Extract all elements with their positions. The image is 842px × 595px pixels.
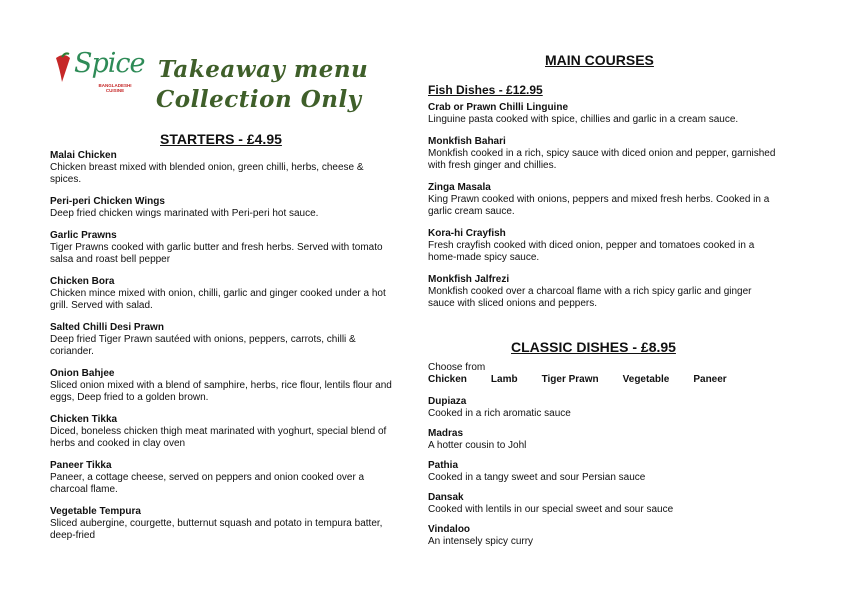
menu-item-name: Vegetable Tempura [50, 506, 141, 517]
menu-item-description: Paneer, a cottage cheese, served on peppers and onion cooked over a charcoal flame. [50, 472, 365, 495]
menu-item-description: Cooked in a tangy sweet and sour Persian sauce [428, 472, 646, 483]
menu-item [50, 150, 396, 186]
fish-list [428, 102, 778, 310]
menu-item-description: King Prawn cooked with onions, peppers and mixed fresh herbs. Cooked in a garlic cream sauce. [428, 194, 770, 217]
menu-item [50, 414, 396, 450]
menu-item [428, 524, 778, 548]
menu-item [428, 182, 778, 218]
menu-item [428, 136, 778, 172]
chilli-icon [52, 52, 74, 84]
starters-list [50, 150, 396, 552]
menu-item-description: Chicken mince mixed with onion, chilli, garlic and ginger cooked under a hot grill. Served with salad. [50, 288, 386, 311]
header-line-2: Collection Only [156, 86, 362, 113]
menu-item-name: Crab or Prawn Chilli Linguine [428, 102, 569, 113]
menu-item-name: Salted Chilli Desi Prawn [50, 322, 164, 333]
menu-item [428, 492, 778, 516]
menu-item-description: Monkfish cooked in a rich, spicy sauce with diced onion and pepper, garnished with fresh ginger and chillies. [428, 148, 776, 171]
choose-from-label: Choose from [428, 362, 486, 373]
header-line-1: Takeaway menu [158, 56, 369, 83]
protein-choice: Chicken [428, 374, 467, 385]
menu-item-name: Pathia [428, 460, 459, 471]
menu-item-name: Malai Chicken [50, 150, 117, 161]
menu-item-name: Madras [428, 428, 464, 439]
fish-section [428, 84, 778, 320]
menu-item [50, 368, 396, 404]
menu-item-description: Linguine pasta cooked with spice, chillies and garlic in a cream sauce. [428, 114, 739, 125]
menu-item-name: Vindaloo [428, 524, 471, 535]
menu-item [50, 460, 396, 496]
menu-item-description: Monkfish cooked over a charcoal flame with a rich spicy garlic and ginger sauce with sliced onions and peppers. [428, 286, 752, 309]
protein-choices [428, 374, 778, 386]
menu-item [428, 428, 778, 452]
classic-section [428, 362, 778, 556]
menu-item-name: Paneer Tikka [50, 460, 112, 471]
menu-item-description: A hotter cousin to Johl [428, 440, 527, 451]
menu-item-name: Onion Bahjee [50, 368, 115, 379]
menu-item [50, 506, 396, 542]
menu-item-name: Dupiaza [428, 396, 467, 407]
menu-item-description: Chicken breast mixed with blended onion, green chilli, herbs, cheese & spices. [50, 162, 364, 185]
menu-item-name: Chicken Tikka [50, 414, 118, 425]
menu-item-description: Cooked in a rich aromatic sauce [428, 408, 571, 419]
logo-subtitle: BANGLADESHI CUISINE [98, 83, 132, 93]
menu-item-description: Deep fried Tiger Prawn sautéed with onions, peppers, carrots, chilli & coriander. [50, 334, 356, 357]
starters-title: STARTERS - £4.95 [160, 131, 282, 147]
menu-item-name: Garlic Prawns [50, 230, 117, 241]
menu-item [50, 230, 396, 266]
logo-wordmark: Spice [74, 48, 145, 79]
classic-dishes-title: CLASSIC DISHES - £8.95 [511, 339, 676, 355]
menu-item-description: Fresh crayfish cooked with diced onion, pepper and tomatoes cooked in a home-made spicy sauce. [428, 240, 755, 263]
menu-item-name: Monkfish Bahari [428, 136, 506, 147]
menu-item-description: An intensely spicy curry [428, 536, 534, 547]
protein-choice: Tiger Prawn [541, 374, 599, 385]
menu-item-description: Cooked with lentils in our special sweet and sour sauce [428, 504, 674, 515]
menu-item-description: Tiger Prawns cooked with garlic butter and fresh herbs. Served with tomato salsa and roast bell pepper [50, 242, 383, 265]
menu-item [428, 274, 778, 310]
menu-item [428, 228, 778, 264]
menu-item [50, 322, 396, 358]
protein-choice: Vegetable [622, 374, 670, 385]
menu-item [428, 460, 778, 484]
protein-choice: Paneer [693, 374, 727, 385]
menu-item-name: Kora-hi Crayfish [428, 228, 506, 239]
protein-choice: Lamb [490, 374, 518, 385]
menu-item-name: Dansak [428, 492, 464, 503]
menu-item-description: Sliced onion mixed with a blend of samphire, herbs, rice flour, lentils flour and eggs, Deep fried to a golden brown. [50, 380, 392, 403]
menu-item-description: Diced, boneless chicken thigh meat marinated with yoghurt, special blend of herbs and cooked in clay oven [50, 426, 387, 449]
menu-item-name: Zinga Masala [428, 182, 491, 193]
menu-item-name: Chicken Bora [50, 276, 115, 287]
menu-item-name: Monkfish Jalfrezi [428, 274, 510, 285]
menu-item [50, 276, 396, 312]
menu-item-name: Peri-peri Chicken Wings [50, 196, 165, 207]
classic-list [428, 396, 778, 548]
main-courses-title: MAIN COURSES [545, 52, 654, 68]
restaurant-logo [52, 48, 145, 96]
menu-item-description: Deep fried chicken wings marinated with Peri-peri hot sauce. [50, 208, 319, 219]
fish-dishes-title: Fish Dishes - £12.95 [428, 83, 543, 97]
menu-item [428, 102, 778, 126]
menu-item [428, 396, 778, 420]
menu-item-description: Sliced aubergine, courgette, butternut squash and potato in tempura batter, deep-fried [50, 518, 383, 541]
menu-item [50, 196, 396, 220]
